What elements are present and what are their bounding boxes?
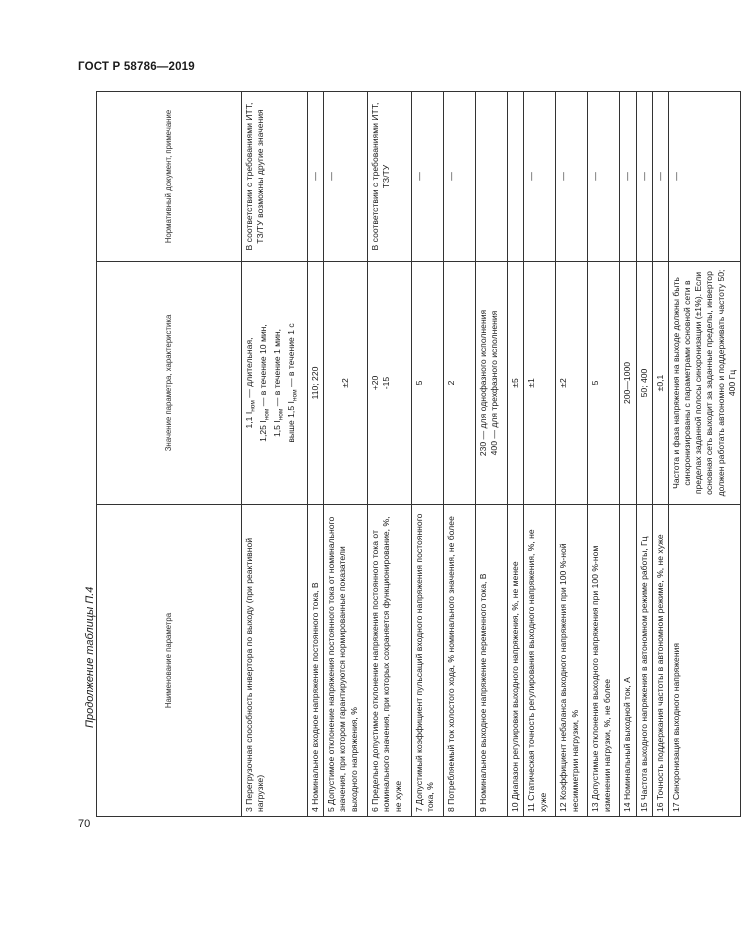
value-lower: -15	[381, 376, 392, 390]
document-cell	[508, 92, 524, 262]
table-row	[242, 92, 308, 817]
table-row	[324, 92, 368, 817]
table-row	[308, 92, 324, 817]
rotated-table-container	[96, 92, 737, 817]
parameters-table	[96, 91, 741, 817]
table-row	[588, 92, 620, 817]
value-cell: ±0,1	[652, 262, 668, 505]
document-cell: —	[588, 92, 620, 262]
table-row	[476, 92, 508, 817]
value-cell: ±2	[556, 262, 588, 505]
rotated-table-frame	[96, 92, 737, 817]
table-row	[556, 92, 588, 817]
value-cell: Частота и фаза напряжения на выходе должны быть синхронизированы с параметрами основной сети в пределах заданной полосы синхронизации (±1%). Если основная сеть выходит за заданные пределы, инвертор должен работать автономно и поддерживать частоту 50; 400 Гц	[668, 262, 740, 505]
param-cell: 4 Номинальное входное напряжение постоянного тока, В	[308, 505, 324, 817]
document-cell: —	[620, 92, 636, 262]
param-cell: 9 Номинальное выходное напряжение переменного тока, В	[476, 505, 508, 817]
document-cell	[476, 92, 508, 262]
table-row	[652, 92, 668, 817]
param-cell: 6 Предельно допустимое отклонение напряжения постоянного тока от номинального значения, при которых сохраняется функционирование, %, не хуже	[368, 505, 412, 817]
param-cell: 16 Точность поддержания частоты в автономном режиме, %, не хуже	[652, 505, 668, 817]
document-cell: —	[636, 92, 652, 262]
document-cell: —	[556, 92, 588, 262]
value-line: 1,5 $I_{ном}$ — в течение 1 мин,	[272, 328, 286, 438]
page-number: 70	[78, 818, 91, 830]
document-cell: В соответствии с требованиями ИТТ, ТЗ/ТУ	[368, 92, 412, 262]
document-cell: В соответствии с требованиями ИТТ, ТЗ/ТУ возможны другие значения	[242, 92, 308, 262]
table-row	[620, 92, 636, 817]
table-row	[636, 92, 652, 817]
table-row	[668, 92, 740, 817]
param-cell: 3 Перегрузочная способность инвертора по выходу (при реактивной нагрузке)	[242, 505, 308, 817]
param-cell: 5 Допустимое отклонение напряжения постоянного тока от номинального значения, при котором гарантируются нормированные показатели выходного напряжения, %	[324, 505, 368, 817]
param-cell: 10 Диапазон регулировки выходного напряжения, %, не менее	[508, 505, 524, 817]
table-row	[412, 92, 444, 817]
value-cell: 5	[412, 262, 444, 505]
param-cell: 8 Потребляемый ток холостого хода, % номинального значения, не более	[444, 505, 476, 817]
column-header-value: Значение параметра, характеристика	[97, 262, 242, 505]
table-row	[368, 92, 412, 817]
value-cell	[476, 262, 508, 505]
table-header-row	[97, 92, 242, 817]
value-upper: 230 — для однофазного исполнения	[478, 309, 489, 457]
document-title: ГОСТ Р 58786—2019	[78, 61, 195, 73]
document-cell: —	[412, 92, 444, 262]
value-cell	[368, 262, 412, 505]
param-cell: 7 Допустимый коэффициент пульсаций входного напряжения постоянного тока, %	[412, 505, 444, 817]
param-cell: 13 Допустимые отклонения выходного напряжения при 100 %-ном изменении нагрузки, %, не более	[588, 505, 620, 817]
param-cell: 15 Частота выходного напряжения в автономном режиме работы, Гц	[636, 505, 652, 817]
column-header-document: Нормативный документ, примечание	[97, 92, 242, 262]
value-line: выше 1,5 $I_{ном}$ — в течение 1 с	[286, 323, 300, 443]
document-cell: —	[444, 92, 476, 262]
document-cell: —	[324, 92, 368, 262]
document-cell: —	[652, 92, 668, 262]
param-cell: 12 Коэффициент небаланса выходного напряжения при 100 %-ной несимметрии нагрузки, %	[556, 505, 588, 817]
param-cell: 17 Синхронизация выходного напряжения	[668, 505, 740, 817]
value-cell: ±2	[324, 262, 368, 505]
value-lower: 400 — для трехфазного исполнения	[489, 310, 500, 456]
document-cell: —	[668, 92, 740, 262]
value-cell: 200—1000	[620, 262, 636, 505]
value-line: 1,25 $I_{ном}$ — в течение 10 мин,	[258, 324, 271, 442]
document-cell: —	[308, 92, 324, 262]
value-upper: +20	[370, 375, 381, 391]
table-row	[524, 92, 556, 817]
value-cell	[242, 262, 308, 505]
value-cell: ±1	[524, 262, 556, 505]
value-line: 1,1 $I_{ном}$ — длительная,	[244, 337, 257, 429]
value-cell: 50; 400	[636, 262, 652, 505]
param-cell: 11 Статическая точность регулирования выходного напряжения, %, не хуже	[524, 505, 556, 817]
value-cell: ±5	[508, 262, 524, 505]
value-cell: 5	[588, 262, 620, 505]
value-cell: 2	[444, 262, 476, 505]
value-cell: 110; 220	[308, 262, 324, 505]
param-cell: 14 Номинальный выходной ток, А	[620, 505, 636, 817]
table-row	[508, 92, 524, 817]
document-cell: —	[524, 92, 556, 262]
table-row	[444, 92, 476, 817]
table-continuation-label: Продолжение таблицы П.4	[84, 586, 96, 728]
column-header-parameter: Наименование параметра	[97, 505, 242, 817]
